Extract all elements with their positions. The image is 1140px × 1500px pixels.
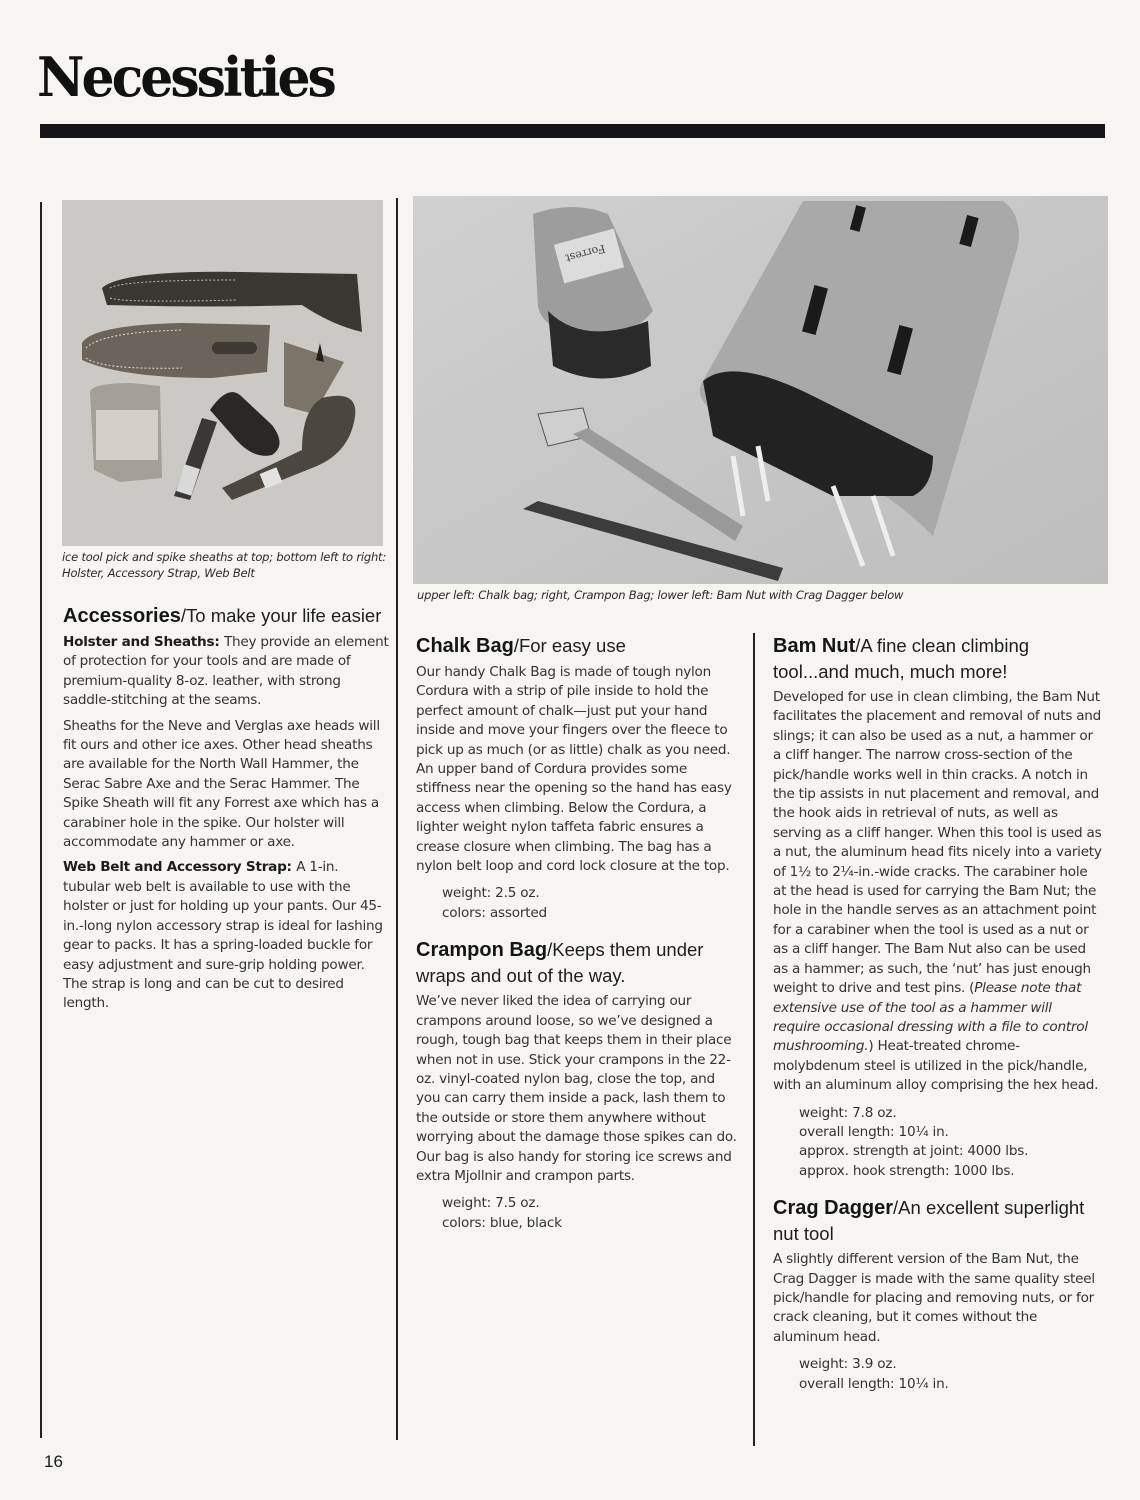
column-rule-middle (396, 198, 398, 1440)
paragraph-sheaths: Sheaths for the Neve and Verglas axe heads will fit ours and other ice axes. Other head sheaths are available for the North Wall Hammer, the Serac Sabre Axe and the Serac Hammer. The Spike Sheath will fit any Forrest axe which has a carabiner hole in the spike. Our holster will accommodate any hammer or axe. (63, 717, 380, 851)
heading-chalk-bag: Chalk Bag/For easy use (416, 635, 626, 657)
heading-bam-nut: Bam Nut/A fine clean climbing tool...and much, much more! (773, 635, 1030, 682)
photo-bags-bam-nut (413, 196, 1108, 584)
crag-dagger-body: A slightly different version of the Bam Nut, the Crag Dagger is made with the same quality steel pick/handle for placing and removing nuts, or for crack cleaning, but it comes without the aluminum head. (773, 1251, 1095, 1345)
page-number: 16 (44, 1452, 63, 1471)
heading-crag-dagger: Crag Dagger/An excellent superlight nut tool (773, 1197, 1085, 1245)
paragraph-holster-sheaths: Holster and Sheaths: They provide an element of protection for your tools and are made of premium-quality 8-oz. leather, with strong saddle-stitching at the seams. (63, 634, 389, 709)
column-tools (773, 633, 1103, 1410)
section-chalk-bag (416, 633, 740, 923)
paragraph-web-belt: Web Belt and Accessory Strap: A 1-in. tubular web belt is available to use with the holster or just for holding up your pants. Our 45-in.-long nylon accessory strap is ideal for lashing gear to packs. It has a spring-loaded buckle for easy adjustment and sure-grip holding power. The strap is long and can be cut to desired length. (63, 859, 383, 1012)
chalk-bag-label: Forrest (564, 241, 607, 265)
photo-holster-sheaths (62, 200, 383, 546)
crampon-bag-specs: weight: 7.5 oz. colors: blue, black (442, 1195, 562, 1231)
section-crag-dagger (773, 1195, 1103, 1394)
chalk-bag-body: Our handy Chalk Bag is made of tough nylon Cordura with a strip of pile inside to hold the perfect amount of chalk—just put your hand inside and move your fingers over the fleece to pick up as much (or as little) chalk as you need. An upper band of Cordura provides some stiffness near the opening so the hand has easy access when climbing. Below the Cordura, a lighter weight nylon taffeta fabric ensures a crease closure when climbing. The bag has a nylon belt loop and cord lock closure at the top. (416, 664, 732, 875)
column-accessories (63, 603, 389, 1030)
section-bam-nut (773, 633, 1103, 1181)
page-title: Necessities (37, 45, 334, 110)
section-accessories (63, 603, 389, 1014)
heading-accessories: Accessories/To make your life easier (63, 605, 382, 627)
column-rule-right (753, 633, 755, 1446)
crampon-bag-body: We’ve never liked the idea of carrying our crampons around loose, so we’ve designed a rough, tough bag that keeps them in their place when not in use. Stick your crampons in the 22-oz. vinyl-coated nylon bag, close the top, and you can carry them inside a pack, lash them to the outside or store them anywhere without worrying about the damage those spikes can do. Our bag is also handy for storing ice screws and extra Mjollnir and crampon parts. (416, 993, 737, 1184)
photo-right-caption: upper left: Chalk bag; right, Crampon Bag; lower left: Bam Nut with Crag Dagger below (417, 588, 904, 602)
bam-nut-specs: weight: 7.8 oz. overall length: 10¼ in. approx. strength at joint: 4000 lbs. approx. hook strength: 1000 lbs. (799, 1104, 1029, 1179)
chalk-bag-specs: weight: 2.5 oz. colors: assorted (442, 885, 547, 921)
photo-left-caption: ice tool pick and spike sheaths at top; bottom left to right: Holster, Accessory Strap, Web Belt (62, 550, 387, 580)
heading-crampon-bag: Crampon Bag/Keeps them under wraps and out of the way. (416, 939, 704, 987)
column-bags (416, 633, 740, 1249)
section-crampon-bag (416, 937, 740, 1233)
column-rule-left (40, 202, 42, 1438)
title-rule (40, 124, 1105, 138)
bam-nut-body: Developed for use in clean climbing, the Bam Nut facilitates the placement and removal of nuts and slings; it can also be used as a nut, a hammer or a cliff hanger. The narrow cross-section of the pick/handle works well in thin cracks. A notch in the tip assists in nut placement and removal, and the hook aids in retrieval of nuts, as well as serving as a cliff hanger. When this tool is used as a nut, the aluminum head fits nicely into a variety of 1½ to 2¼-in.-wide cracks. The carabiner hole at the head is used for carrying the Bam Nut; the hole in the handle serves as an attachment point for a carabiner when the tool is used as a nut or as a cliff hanger. The Bam Nut also can be used as a hammer; as such, the ‘nut’ has just enough weight to drive and test pins. (Please note that extensive use of the tool as a hammer will require occasional dressing with a file to control mushrooming.) Heat-treated chrome-molybdenum steel is utilized in the pick/handle, with an aluminum alloy comprising the hex head. (773, 689, 1102, 1094)
crag-dagger-specs: weight: 3.9 oz. overall length: 10¼ in. (799, 1356, 949, 1392)
